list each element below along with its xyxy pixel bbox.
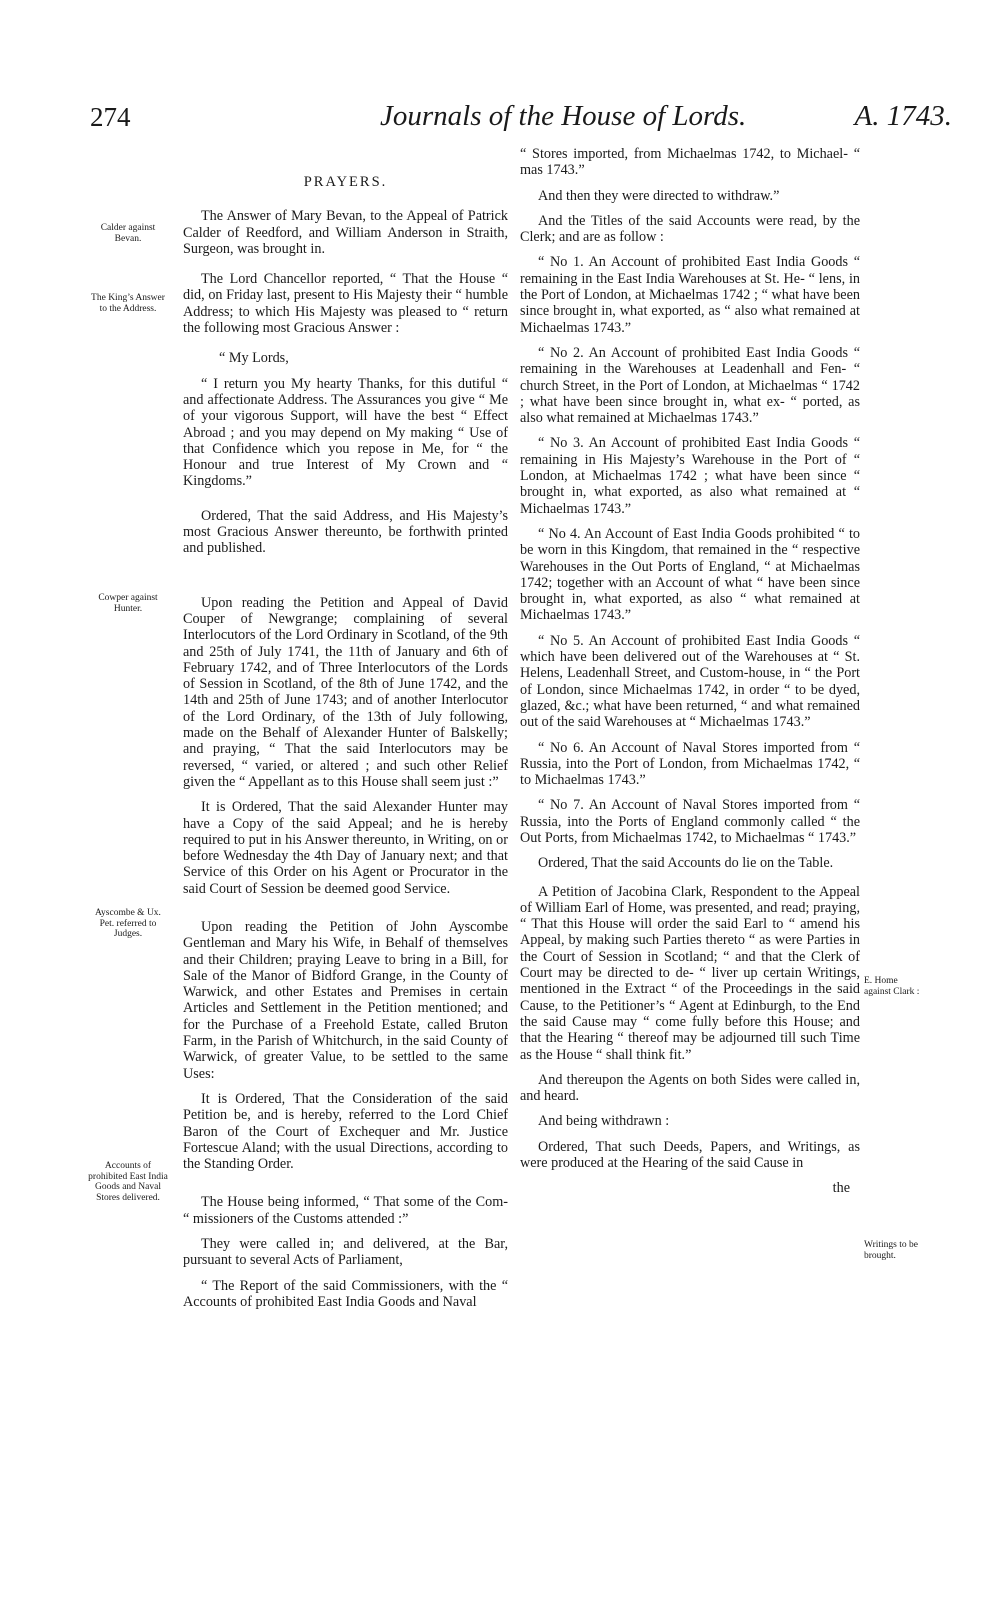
account-item: “ No 1. An Account of prohibited East India Goods “ remaining in the East India Warehouses at St. He- “ lens, in the Port of London, at Michaelmas 1742 ; “ what have been since brought in, what exported, as “ also what remained at Michaelmas 1743.”	[520, 254, 860, 336]
catchword: the	[832, 1180, 850, 1197]
margin-note-ayscombe: Ayscombe & Ux. Pet. referred to Judges.	[95, 908, 161, 939]
paragraph-ordered-referred: It is Ordered, That the Consideration of the said Petition be, and is hereby, referred to the Lord Chief Baron of the Court of Exchequer and Mr. Justice Fortescue Aland; with the usual Directions, according to the Standing Order.	[183, 1090, 508, 1173]
account-item: “ No 6. An Account of Naval Stores imported from “ Russia, into the Port of London, from Michaelmas 1742, “ to Michaelmas 1743.”	[520, 739, 860, 789]
margin-note-writings: Writings to be brought.	[864, 1240, 918, 1261]
page-header	[80, 100, 952, 142]
left-column	[183, 146, 508, 1319]
account-item: “ No 3. An Account of prohibited East India Goods “ remaining in His Majesty’s Warehouse in the Port of “ London, at Michaelmas 1742 ; what have been since “ brought in, what exported, as also what remained at “ Michaelmas 1743.”	[520, 435, 860, 517]
margin-note-cowper: Cowper against Hunter.	[98, 593, 158, 614]
page-number: 274	[90, 102, 131, 132]
page-year: A. 1743.	[854, 100, 952, 132]
account-item: “ No 5. An Account of prohibited East India Goods “ which have been delivered out of the Warehouses at “ St. Helens, Leadenhall Street, and Custom-house, in “ the Port of London, since Michaelmas 1742, in order “ to be dyed, glazed, &c.; what have been returned, “ and what remained out of the said Warehouses at “ Michaelmas 1743.”	[520, 632, 860, 731]
margin-note-accounts: Accounts of prohibited East India Goods and Naval Stores delivered.	[88, 1161, 168, 1203]
paragraph-ordered-printed: Ordered, That the said Address, and His Majesty’s most Gracious Answer thereunto, be forthwith printed and published.	[183, 507, 508, 557]
paragraph-titles-read: And the Titles of the said Accounts were read, by the Clerk; and are as follow :	[520, 212, 860, 246]
running-title: Journals of the House of Lords.	[380, 100, 747, 132]
paragraph-chancellor-report: The Lord Chancellor reported, “ That the House “ did, on Friday last, present to His Majesty their “ humble Address; to which His Majesty was pleased to “ return the following most Gracious Answer :	[183, 271, 508, 337]
paragraph-calder-answer: The Answer of Mary Bevan, to the Appeal of Patrick Calder of Reedford, and William Anderson in Straith, Surgeon, was brought in.	[183, 208, 508, 257]
right-column	[520, 146, 860, 1206]
paragraph-ordered-hunter: It is Ordered, That the said Alexander Hunter may have a Copy of the said Appeal; and he is hereby required to put in his Answer thereunto, in Writing, on or before Wednesday the 4th Day of January next; and that Service of this Order on his Agent or Procurator in the said Court of Session be deemed good Service.	[183, 799, 508, 897]
paragraph-commissioners-attended: The House being informed, “ That some of the Com- “ missioners of the Customs attended :”	[183, 1194, 508, 1227]
paragraph-accounts-lie: Ordered, That the said Accounts do lie on the Table.	[538, 855, 834, 872]
paragraph-clark-petition: A Petition of Jacobina Clark, Respondent to the Appeal of William Earl of Home, was presented, and read; praying, “ That this House will order the said Earl to “ amend his Appeal, by making such Parties thereto “ as were Parties in the Court of Session in Scotland; “ and that the Clerk of Court may be directed to de- “ liver up certain Writings, mentioned in the Extract “ of the Proceedings in the said Cause, to the Petitioner’s “ Agent at Edinburgh, to the End the said Cause may “ come fully before this House; and that the Hearing “ thereof may be adjourned till such Time as the House “ shall think fit.”	[520, 883, 860, 1063]
account-item: “ No 4. An Account of East India Goods prohibited “ to be worn in this Kingdom, that remained in the “ respective Warehouses in the Out Ports of England, “ at Michaelmas 1742; together with an Account of what “ have been since brought in, what exported, as also “ what remained at Michaelmas 1743.”	[520, 525, 860, 624]
paragraph-withdraw: And then they were directed to withdraw.”	[538, 187, 780, 204]
paragraph-called-in: They were called in; and delivered, at the Bar, pursuant to several Acts of Parliament,	[183, 1236, 508, 1269]
paragraph-report-commissioners: “ The Report of the said Commissioners, with the “ Accounts of prohibited East India Goods and Naval	[183, 1277, 508, 1310]
paragraph-stores-imported: “ Stores imported, from Michaelmas 1742, to Michael- “ mas 1743.”	[520, 146, 860, 179]
account-item: “ No 2. An Account of prohibited East India Goods “ remaining in the Warehouses at Leadenhall and Fen- “ church Street, in the Port of London, at Michaelmas “ 1742 ; what have been since brought in, what ex- “ ported, as also what remained at Michaelmas 1743.”	[520, 344, 860, 427]
paragraph-ayscombe-petition: Upon reading the Petition of John Ayscombe Gentleman and Mary his Wife, in Behalf of themselves and their Children; praying Leave to bring in a Bill, for Sale of the Manor of Bidford Grange, in the County of Warwick, and other Estates and Premises in certain Articles and Settlement in the Petition mentioned; and for the Purchase of a Freehold Estate, called Bruton Farm, in the Parish of Whitchurch, in the said County of Warwick, of greater Value, to be settled to the same Uses:	[183, 918, 508, 1082]
margin-note-calder: Calder against Bevan.	[100, 223, 156, 244]
paragraph-my-lords: “ My Lords,	[219, 350, 289, 367]
margin-note-home: E. Home against Clark :	[864, 976, 920, 997]
section-heading: PRAYERS.	[303, 174, 388, 190]
paragraph-withdrawn: And being withdrawn :	[538, 1113, 670, 1130]
paragraph-kings-answer: “ I return you My hearty Thanks, for this dutiful “ and affectionate Address. The Assurances you give “ Me of your vigorous Support, will have the best “ Effect Abroad ; and you may depend on My making “ Use of that Confidence which you repose in Me, for “ the Honour and true Interest of My Crown and “ Kingdoms.”	[183, 375, 508, 490]
account-item: “ No 7. An Account of Naval Stores imported from “ Russia, into the Ports of England commonly called “ the Out Ports, from Michaelmas 1742, to Michaelmas “ 1743.”	[520, 797, 860, 846]
margin-note-kings-answer: The King’s Answer to the Address.	[91, 293, 165, 314]
paragraph-agents-heard: And thereupon the Agents on both Sides were called in, and heard.	[520, 1071, 860, 1105]
paragraph-couper-appeal: Upon reading the Petition and Appeal of David Couper of Newgrange; complaining of several Interlocutors of the Lord Ordinary in Scotland, of the 9th and 25th of July 1741, the 11th of January and 6th of February 1742, and of Three Interlocutors of the Lords of Session in Scotland, of the 8th of June 1742, and the 14th and 25th of June 1743; and of another Interlocutor of the Lord Ordinary, of the 13th of July following, made on the Behalf of Alexander Hunter of Balskelly; and praying, “ That the said Interlocutors may be reversed, “ varied, or altered ; and such other Relief given the “ Appellant as to this House shall seem just :”	[183, 594, 508, 790]
paragraph-ordered-deeds: Ordered, That such Deeds, Papers, and Writings, as were produced at the Hearing of the said Cause in	[520, 1138, 860, 1172]
